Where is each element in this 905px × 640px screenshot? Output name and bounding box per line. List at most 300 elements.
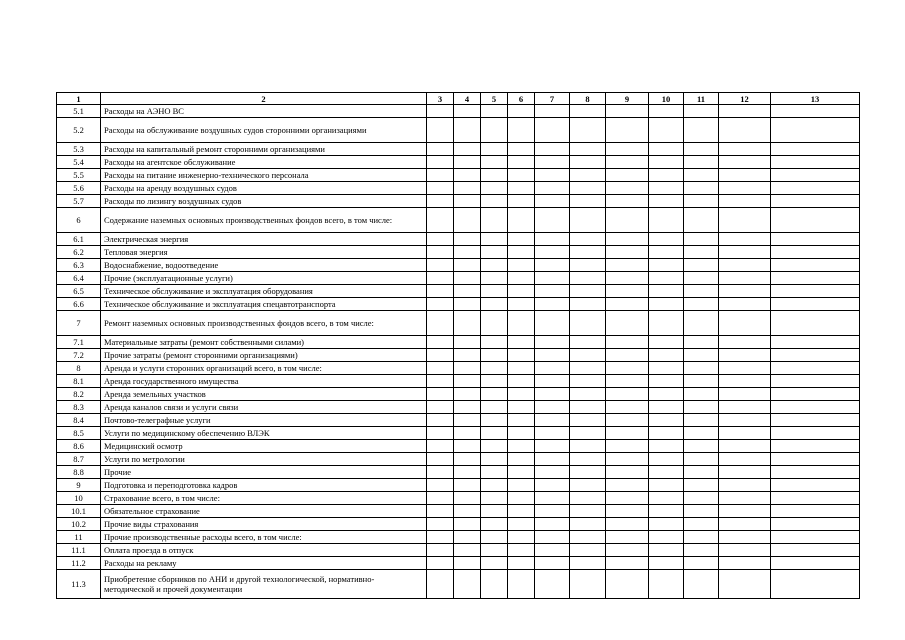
value-cell[interactable] [508,208,535,233]
value-cell[interactable] [649,401,684,414]
value-cell[interactable] [771,349,860,362]
value-cell[interactable] [649,246,684,259]
value-cell[interactable] [606,118,649,143]
value-cell[interactable] [719,311,771,336]
value-cell[interactable] [454,182,481,195]
value-cell[interactable] [606,453,649,466]
value-cell[interactable] [684,285,719,298]
value-cell[interactable] [719,182,771,195]
value-cell[interactable] [427,285,454,298]
value-cell[interactable] [649,182,684,195]
value-cell[interactable] [719,246,771,259]
value-cell[interactable] [508,259,535,272]
value-cell[interactable] [508,182,535,195]
value-cell[interactable] [649,336,684,349]
value-cell[interactable] [454,466,481,479]
value-cell[interactable] [771,285,860,298]
value-cell[interactable] [481,453,508,466]
value-cell[interactable] [606,285,649,298]
value-cell[interactable] [684,195,719,208]
value-cell[interactable] [508,195,535,208]
value-cell[interactable] [454,544,481,557]
value-cell[interactable] [535,544,570,557]
value-cell[interactable] [649,208,684,233]
value-cell[interactable] [508,298,535,311]
value-cell[interactable] [427,479,454,492]
value-cell[interactable] [481,272,508,285]
value-cell[interactable] [454,246,481,259]
value-cell[interactable] [481,557,508,570]
value-cell[interactable] [684,466,719,479]
value-cell[interactable] [570,570,606,599]
value-cell[interactable] [649,259,684,272]
value-cell[interactable] [606,375,649,388]
value-cell[interactable] [684,570,719,599]
value-cell[interactable] [481,285,508,298]
value-cell[interactable] [649,388,684,401]
value-cell[interactable] [427,311,454,336]
value-cell[interactable] [481,492,508,505]
value-cell[interactable] [508,233,535,246]
value-cell[interactable] [535,246,570,259]
value-cell[interactable] [719,531,771,544]
value-cell[interactable] [535,143,570,156]
value-cell[interactable] [719,440,771,453]
value-cell[interactable] [481,182,508,195]
value-cell[interactable] [684,105,719,118]
value-cell[interactable] [684,259,719,272]
value-cell[interactable] [570,427,606,440]
value-cell[interactable] [535,388,570,401]
value-cell[interactable] [606,362,649,375]
value-cell[interactable] [570,388,606,401]
value-cell[interactable] [771,156,860,169]
value-cell[interactable] [649,195,684,208]
value-cell[interactable] [535,298,570,311]
value-cell[interactable] [535,195,570,208]
value-cell[interactable] [606,259,649,272]
value-cell[interactable] [481,479,508,492]
value-cell[interactable] [570,479,606,492]
value-cell[interactable] [508,518,535,531]
value-cell[interactable] [508,272,535,285]
value-cell[interactable] [427,272,454,285]
value-cell[interactable] [570,298,606,311]
value-cell[interactable] [719,544,771,557]
value-cell[interactable] [649,362,684,375]
value-cell[interactable] [570,414,606,427]
value-cell[interactable] [570,182,606,195]
value-cell[interactable] [535,336,570,349]
value-cell[interactable] [535,169,570,182]
value-cell[interactable] [454,440,481,453]
value-cell[interactable] [649,311,684,336]
value-cell[interactable] [771,388,860,401]
value-cell[interactable] [606,440,649,453]
value-cell[interactable] [649,518,684,531]
value-cell[interactable] [606,531,649,544]
value-cell[interactable] [427,195,454,208]
value-cell[interactable] [508,169,535,182]
value-cell[interactable] [649,143,684,156]
value-cell[interactable] [606,298,649,311]
value-cell[interactable] [481,570,508,599]
value-cell[interactable] [771,414,860,427]
value-cell[interactable] [606,557,649,570]
value-cell[interactable] [771,169,860,182]
value-cell[interactable] [481,156,508,169]
value-cell[interactable] [684,169,719,182]
value-cell[interactable] [535,414,570,427]
value-cell[interactable] [719,349,771,362]
value-cell[interactable] [454,336,481,349]
value-cell[interactable] [649,544,684,557]
value-cell[interactable] [570,233,606,246]
value-cell[interactable] [606,195,649,208]
value-cell[interactable] [719,156,771,169]
value-cell[interactable] [570,544,606,557]
value-cell[interactable] [508,440,535,453]
value-cell[interactable] [719,336,771,349]
value-cell[interactable] [606,466,649,479]
value-cell[interactable] [535,362,570,375]
value-cell[interactable] [427,169,454,182]
value-cell[interactable] [427,466,454,479]
value-cell[interactable] [649,479,684,492]
value-cell[interactable] [771,259,860,272]
value-cell[interactable] [649,414,684,427]
value-cell[interactable] [771,298,860,311]
value-cell[interactable] [684,349,719,362]
value-cell[interactable] [719,427,771,440]
value-cell[interactable] [535,375,570,388]
value-cell[interactable] [719,414,771,427]
value-cell[interactable] [771,195,860,208]
value-cell[interactable] [771,362,860,375]
value-cell[interactable] [684,246,719,259]
value-cell[interactable] [508,557,535,570]
value-cell[interactable] [454,285,481,298]
value-cell[interactable] [684,156,719,169]
value-cell[interactable] [684,208,719,233]
value-cell[interactable] [481,388,508,401]
value-cell[interactable] [427,401,454,414]
value-cell[interactable] [481,518,508,531]
value-cell[interactable] [771,505,860,518]
value-cell[interactable] [719,492,771,505]
value-cell[interactable] [508,544,535,557]
value-cell[interactable] [570,453,606,466]
value-cell[interactable] [606,414,649,427]
value-cell[interactable] [771,182,860,195]
value-cell[interactable] [684,544,719,557]
value-cell[interactable] [427,105,454,118]
value-cell[interactable] [570,349,606,362]
value-cell[interactable] [719,272,771,285]
value-cell[interactable] [771,336,860,349]
value-cell[interactable] [570,259,606,272]
value-cell[interactable] [771,544,860,557]
value-cell[interactable] [427,453,454,466]
value-cell[interactable] [719,453,771,466]
value-cell[interactable] [454,233,481,246]
value-cell[interactable] [508,479,535,492]
value-cell[interactable] [719,143,771,156]
value-cell[interactable] [454,375,481,388]
value-cell[interactable] [508,531,535,544]
value-cell[interactable] [570,362,606,375]
value-cell[interactable] [481,311,508,336]
value-cell[interactable] [508,388,535,401]
value-cell[interactable] [771,311,860,336]
value-cell[interactable] [570,156,606,169]
value-cell[interactable] [481,233,508,246]
value-cell[interactable] [771,246,860,259]
value-cell[interactable] [427,544,454,557]
value-cell[interactable] [606,311,649,336]
value-cell[interactable] [481,143,508,156]
value-cell[interactable] [427,427,454,440]
value-cell[interactable] [508,505,535,518]
value-cell[interactable] [481,349,508,362]
value-cell[interactable] [771,479,860,492]
value-cell[interactable] [535,233,570,246]
value-cell[interactable] [719,557,771,570]
value-cell[interactable] [649,557,684,570]
value-cell[interactable] [454,505,481,518]
value-cell[interactable] [649,570,684,599]
value-cell[interactable] [649,440,684,453]
value-cell[interactable] [454,570,481,599]
value-cell[interactable] [481,208,508,233]
value-cell[interactable] [427,375,454,388]
value-cell[interactable] [771,118,860,143]
value-cell[interactable] [649,285,684,298]
value-cell[interactable] [454,105,481,118]
value-cell[interactable] [771,375,860,388]
value-cell[interactable] [454,259,481,272]
value-cell[interactable] [649,105,684,118]
value-cell[interactable] [719,388,771,401]
value-cell[interactable] [481,118,508,143]
value-cell[interactable] [649,118,684,143]
value-cell[interactable] [684,414,719,427]
value-cell[interactable] [508,492,535,505]
value-cell[interactable] [535,557,570,570]
value-cell[interactable] [535,105,570,118]
value-cell[interactable] [481,169,508,182]
value-cell[interactable] [535,466,570,479]
value-cell[interactable] [684,531,719,544]
value-cell[interactable] [570,492,606,505]
value-cell[interactable] [570,505,606,518]
value-cell[interactable] [570,557,606,570]
value-cell[interactable] [649,375,684,388]
value-cell[interactable] [508,427,535,440]
value-cell[interactable] [508,311,535,336]
value-cell[interactable] [535,349,570,362]
value-cell[interactable] [606,182,649,195]
value-cell[interactable] [771,531,860,544]
value-cell[interactable] [508,466,535,479]
value-cell[interactable] [684,336,719,349]
value-cell[interactable] [454,169,481,182]
value-cell[interactable] [606,505,649,518]
value-cell[interactable] [454,453,481,466]
value-cell[interactable] [454,531,481,544]
value-cell[interactable] [649,349,684,362]
value-cell[interactable] [427,259,454,272]
value-cell[interactable] [508,336,535,349]
value-cell[interactable] [427,143,454,156]
value-cell[interactable] [454,143,481,156]
value-cell[interactable] [719,233,771,246]
value-cell[interactable] [481,440,508,453]
value-cell[interactable] [427,208,454,233]
value-cell[interactable] [427,362,454,375]
value-cell[interactable] [606,336,649,349]
value-cell[interactable] [649,272,684,285]
value-cell[interactable] [684,298,719,311]
value-cell[interactable] [508,362,535,375]
value-cell[interactable] [771,557,860,570]
value-cell[interactable] [535,427,570,440]
value-cell[interactable] [454,349,481,362]
value-cell[interactable] [427,233,454,246]
value-cell[interactable] [481,466,508,479]
value-cell[interactable] [535,311,570,336]
value-cell[interactable] [481,505,508,518]
value-cell[interactable] [649,466,684,479]
value-cell[interactable] [684,272,719,285]
value-cell[interactable] [719,375,771,388]
value-cell[interactable] [684,182,719,195]
value-cell[interactable] [649,169,684,182]
value-cell[interactable] [570,272,606,285]
value-cell[interactable] [427,388,454,401]
value-cell[interactable] [719,466,771,479]
value-cell[interactable] [570,285,606,298]
value-cell[interactable] [684,505,719,518]
value-cell[interactable] [606,388,649,401]
value-cell[interactable] [508,453,535,466]
value-cell[interactable] [719,259,771,272]
value-cell[interactable] [771,233,860,246]
value-cell[interactable] [481,336,508,349]
value-cell[interactable] [508,143,535,156]
value-cell[interactable] [684,440,719,453]
value-cell[interactable] [719,105,771,118]
value-cell[interactable] [570,336,606,349]
value-cell[interactable] [606,479,649,492]
value-cell[interactable] [481,531,508,544]
value-cell[interactable] [719,195,771,208]
value-cell[interactable] [454,272,481,285]
value-cell[interactable] [719,298,771,311]
value-cell[interactable] [719,518,771,531]
value-cell[interactable] [684,233,719,246]
value-cell[interactable] [684,388,719,401]
value-cell[interactable] [719,118,771,143]
value-cell[interactable] [427,182,454,195]
value-cell[interactable] [684,311,719,336]
value-cell[interactable] [535,272,570,285]
value-cell[interactable] [454,557,481,570]
value-cell[interactable] [570,208,606,233]
value-cell[interactable] [649,492,684,505]
value-cell[interactable] [508,285,535,298]
value-cell[interactable] [454,298,481,311]
value-cell[interactable] [606,427,649,440]
value-cell[interactable] [535,118,570,143]
value-cell[interactable] [649,156,684,169]
value-cell[interactable] [606,401,649,414]
value-cell[interactable] [454,311,481,336]
value-cell[interactable] [570,375,606,388]
value-cell[interactable] [606,272,649,285]
value-cell[interactable] [427,531,454,544]
value-cell[interactable] [535,505,570,518]
value-cell[interactable] [535,570,570,599]
value-cell[interactable] [481,298,508,311]
value-cell[interactable] [508,349,535,362]
value-cell[interactable] [570,195,606,208]
value-cell[interactable] [454,118,481,143]
value-cell[interactable] [719,479,771,492]
value-cell[interactable] [508,414,535,427]
value-cell[interactable] [427,492,454,505]
value-cell[interactable] [606,143,649,156]
value-cell[interactable] [684,143,719,156]
value-cell[interactable] [771,208,860,233]
value-cell[interactable] [771,272,860,285]
value-cell[interactable] [684,427,719,440]
value-cell[interactable] [771,466,860,479]
value-cell[interactable] [508,105,535,118]
value-cell[interactable] [570,466,606,479]
value-cell[interactable] [570,311,606,336]
value-cell[interactable] [535,182,570,195]
value-cell[interactable] [481,105,508,118]
value-cell[interactable] [454,479,481,492]
value-cell[interactable] [606,105,649,118]
value-cell[interactable] [649,233,684,246]
value-cell[interactable] [535,208,570,233]
value-cell[interactable] [606,156,649,169]
value-cell[interactable] [606,246,649,259]
value-cell[interactable] [570,246,606,259]
value-cell[interactable] [771,105,860,118]
value-cell[interactable] [427,414,454,427]
value-cell[interactable] [606,169,649,182]
value-cell[interactable] [684,375,719,388]
value-cell[interactable] [427,298,454,311]
value-cell[interactable] [454,518,481,531]
value-cell[interactable] [719,208,771,233]
value-cell[interactable] [606,349,649,362]
value-cell[interactable] [535,492,570,505]
value-cell[interactable] [570,401,606,414]
value-cell[interactable] [606,544,649,557]
value-cell[interactable] [481,427,508,440]
value-cell[interactable] [454,156,481,169]
value-cell[interactable] [771,401,860,414]
value-cell[interactable] [535,401,570,414]
value-cell[interactable] [508,118,535,143]
value-cell[interactable] [481,401,508,414]
value-cell[interactable] [427,336,454,349]
value-cell[interactable] [771,453,860,466]
